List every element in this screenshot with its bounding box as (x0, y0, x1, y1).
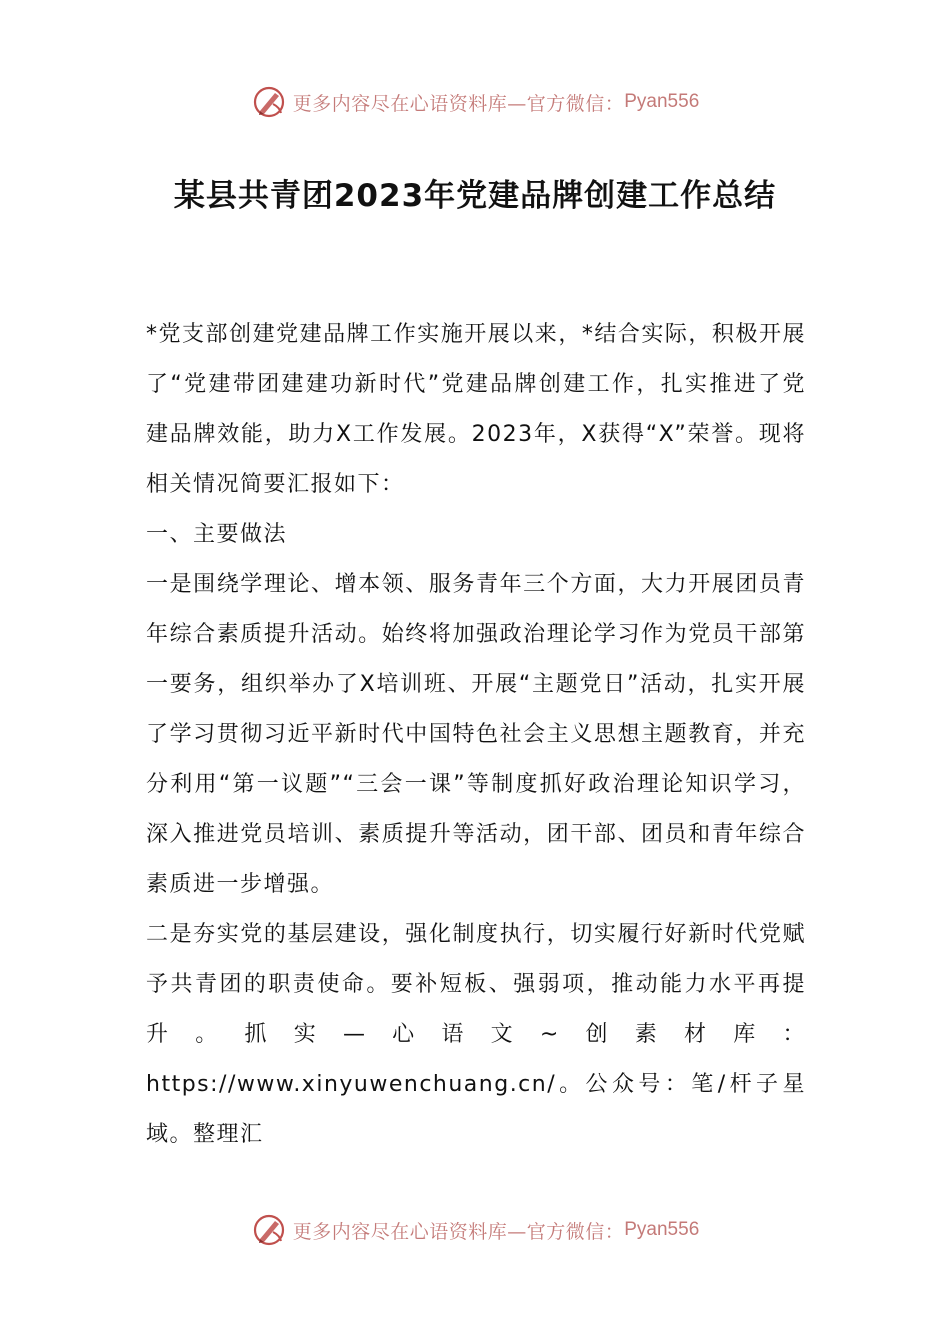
pen-logo-icon (251, 84, 287, 120)
watermark-handle: Pyan556 (624, 91, 700, 112)
watermark-handle: Pyan556 (624, 1219, 700, 1240)
pen-logo-icon (251, 1212, 287, 1248)
footer-watermark (0, 1210, 950, 1250)
watermark-text: 更多内容尽在心语资料库—官方微信： (292, 92, 625, 115)
watermark-text: 更多内容尽在心语资料库—官方微信： (292, 1220, 625, 1243)
paragraph-intro: *党支部创建党建品牌工作实施开展以来，*结合实际，积极开展了“党建带团建建功新时代”党建品牌创建工作，扎实推进了党建品牌效能，助力X工作发展。2023年，X获得“X”荣誉。现将相关情况简要汇报如下： (146, 322, 806, 497)
paragraph-first-measure: 一是围绕学理论、增本领、服务青年三个方面，大力开展团员青年综合素质提升活动。始终将加强政治理论学习作为党员干部第一要务，组织举办了X培训班、开展“主题党日”活动，扎实开展了学习贯彻习近平新时代中国特色社会主义思想主题教育，并充分利用“第一议题”“三会一课”等制度抓好政治理论知识学习，深入推进党员培训、素质提升等活动，团干部、团员和青年综合素质进一步增强。 (146, 572, 806, 897)
section-heading-main-practices: 一、主要做法 (146, 522, 288, 547)
paragraph-second-measure: 二是夯实党的基层建设，强化制度执行，切实履行好新时代党赋予共青团的职责使命。要补短板、强弱项，推动能力水平再提升。抓实—心语文~创素材库：https://www.xinyuwenchuang.cn/。公众号：笔/杆子星域。整理汇 (146, 922, 806, 1147)
document-body (146, 310, 806, 1160)
header-watermark (0, 82, 950, 122)
document-title: 某县共青团2023年党建品牌创建工作总结 (173, 178, 777, 214)
